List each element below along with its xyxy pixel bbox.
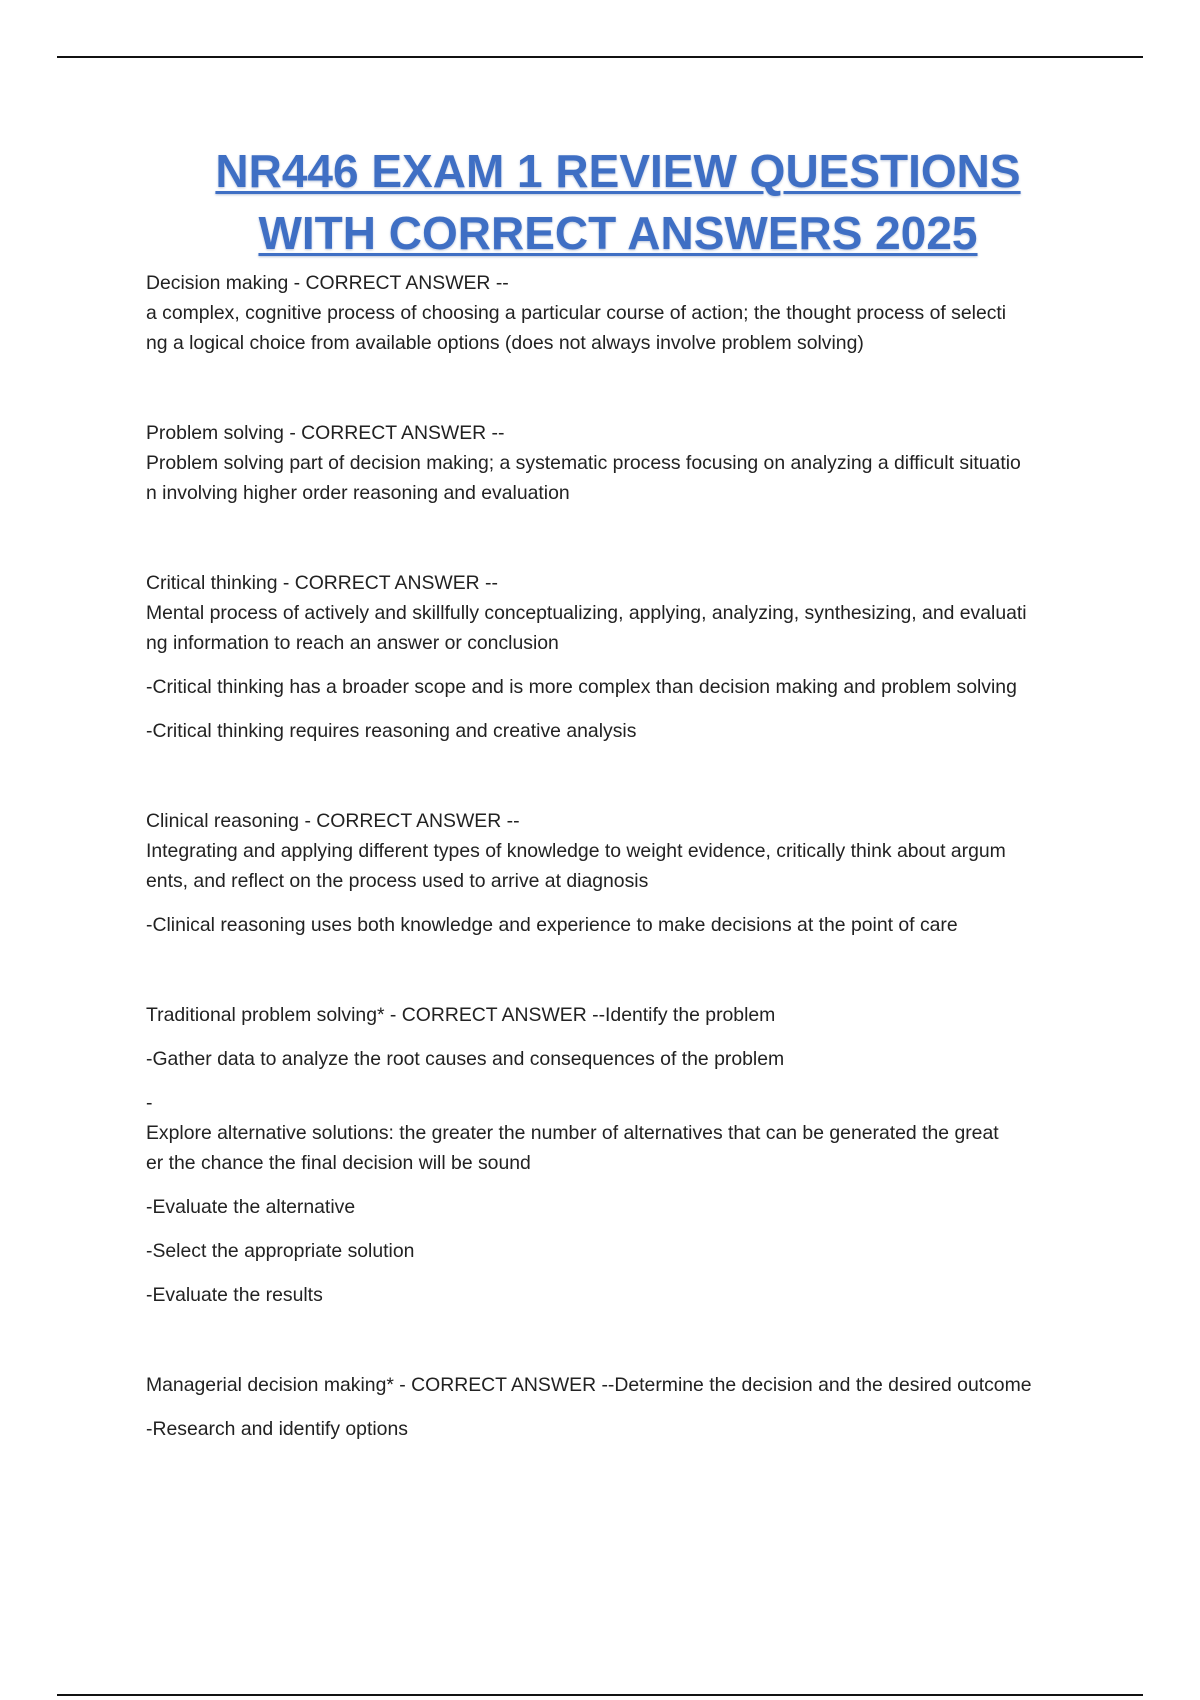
entry-answer-line: ng a logical choice from available options (does not always involve problem solving)	[146, 332, 864, 354]
entry-answer-line: a complex, cognitive process of choosing a particular course of action; the thought process of selecti	[146, 302, 1007, 324]
entry-managerial-decision-making	[146, 1370, 1096, 1444]
entry-term: Traditional problem solving* - CORRECT ANSWER --Identify the problem	[146, 1004, 776, 1026]
entry-problem-solving	[146, 418, 1096, 508]
entry-answer-line: Integrating and applying different types of knowledge to weight evidence, critically think about argum	[146, 840, 1006, 862]
entry-bullet: -Gather data to analyze the root causes and consequences of the problem	[146, 1048, 785, 1070]
entry-bullet: -Clinical reasoning uses both knowledge and experience to make decisions at the point of care	[146, 914, 958, 936]
entry-term: Decision making - CORRECT ANSWER --	[146, 272, 509, 294]
entry-bullet: -Research and identify options	[146, 1418, 408, 1440]
entry-term: Clinical reasoning - CORRECT ANSWER --	[146, 810, 520, 832]
entry-answer-line: ents, and reflect on the process used to arrive at diagnosis	[146, 870, 649, 892]
entry-answer-line: Mental process of actively and skillfully conceptualizing, applying, analyzing, synthesizing, and evaluati	[146, 602, 1027, 624]
entry-answer-line: Problem solving part of decision making; a systematic process focusing on analyzing a difficult situatio	[146, 452, 1021, 474]
entry-answer-line: er the chance the final decision will be sound	[146, 1152, 531, 1174]
entry-bullet: -Critical thinking requires reasoning and creative analysis	[146, 720, 637, 742]
entry-answer-line: Explore alternative solutions: the greater the number of alternatives that can be generated the great	[146, 1122, 999, 1144]
entry-bullet: -Evaluate the results	[146, 1284, 323, 1306]
entry-bullet: -Evaluate the alternative	[146, 1196, 356, 1218]
entry-traditional-problem-solving	[146, 1000, 1096, 1310]
document-title	[0, 140, 1200, 264]
entry-term: Problem solving - CORRECT ANSWER --	[146, 422, 505, 444]
entry-answer-line: n involving higher order reasoning and evaluation	[146, 482, 570, 504]
entry-critical-thinking	[146, 568, 1096, 746]
entry-bullet: -Critical thinking has a broader scope and is more complex than decision making and problem solving	[146, 676, 1017, 698]
entry-bullet: -Select the appropriate solution	[146, 1240, 415, 1262]
document-body	[146, 268, 1096, 1444]
top-rule	[57, 56, 1143, 58]
entry-term: Managerial decision making* - CORRECT ANSWER --Determine the decision and the desired outcome	[146, 1374, 1032, 1396]
entry-decision-making	[146, 268, 1096, 358]
entry-dash: -	[146, 1092, 153, 1114]
entry-clinical-reasoning	[146, 806, 1096, 940]
title-line-2: WITH CORRECT ANSWERS 2025	[258, 207, 978, 259]
title-line-1: NR446 EXAM 1 REVIEW QUESTIONS	[215, 145, 1021, 197]
entry-term: Critical thinking - CORRECT ANSWER --	[146, 572, 498, 594]
bottom-rule	[57, 1694, 1143, 1696]
entry-answer-line: ng information to reach an answer or conclusion	[146, 632, 559, 654]
